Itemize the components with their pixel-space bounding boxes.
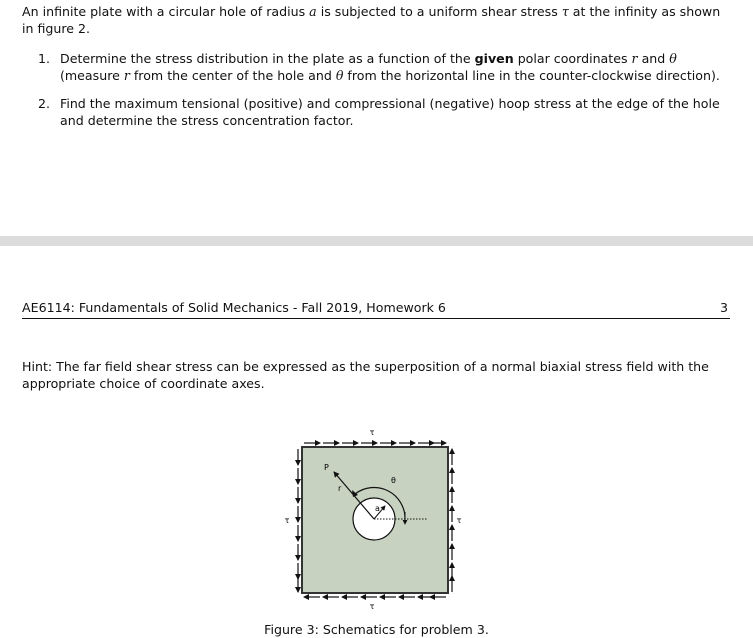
tau-label-bottom: τ <box>369 602 375 611</box>
figure-schematic <box>278 428 466 614</box>
point-P-label: P <box>324 463 329 472</box>
intro-text-3: at the infinity as shown in figure 2. <box>22 4 721 36</box>
plate-diagram <box>278 428 466 614</box>
symbol-r: r <box>631 51 638 66</box>
r-label: r <box>338 484 342 493</box>
intro-text-2: is subjected to a uniform shear stress <box>316 4 562 19</box>
symbol-a: a <box>309 4 317 19</box>
item-text: from the center of the hole and <box>129 68 336 83</box>
symbol-r: r <box>123 68 130 83</box>
symbol-theta: θ <box>669 51 677 66</box>
tau-label-right: τ <box>456 516 462 525</box>
tau-label-top: τ <box>369 428 375 437</box>
item-text: Determine the stress distribution in the plate as a function of the <box>60 51 475 66</box>
hint-paragraph: Hint: The far field shear stress can be expressed as the superposition of a normal biaxial stress field with the appropriate choice of coordinate axes. <box>22 359 709 391</box>
symbol-theta: θ <box>335 68 344 83</box>
radius-a-label: a <box>375 504 380 513</box>
figure-caption: Figure 3: Schematics for problem 3. <box>264 622 489 637</box>
page-number: 3 <box>719 300 728 315</box>
symbol-tau: τ <box>561 4 569 19</box>
theta-label: θ <box>391 476 396 485</box>
problem-intro <box>22 3 730 37</box>
question-list <box>38 50 728 140</box>
page-separator <box>0 236 753 246</box>
item-text: and <box>637 51 670 66</box>
tau-label-left: τ <box>284 516 290 525</box>
item-number: 1. <box>38 51 51 66</box>
previous-page-bottom <box>0 0 753 236</box>
item-text: from the horizontal line in the counter-clockwise direction). <box>343 68 720 83</box>
item-number: 2. <box>38 96 51 111</box>
list-item <box>38 50 728 84</box>
page-header <box>22 300 730 319</box>
item-text: (measure <box>60 68 124 83</box>
intro-text-1: An infinite plate with a circular hole of radius <box>22 4 310 19</box>
course-title: AE6114: Fundamentals of Solid Mechanics - Fall 2019, Homework 6 <box>22 300 446 315</box>
item-bold-text: given <box>474 51 514 66</box>
item-text: polar coordinates <box>513 51 632 66</box>
list-item <box>38 95 728 129</box>
item-text: Find the maximum tensional (positive) and compressional (negative) hoop stress at the edge of the hole and determine the stress concentration factor. <box>60 96 720 128</box>
